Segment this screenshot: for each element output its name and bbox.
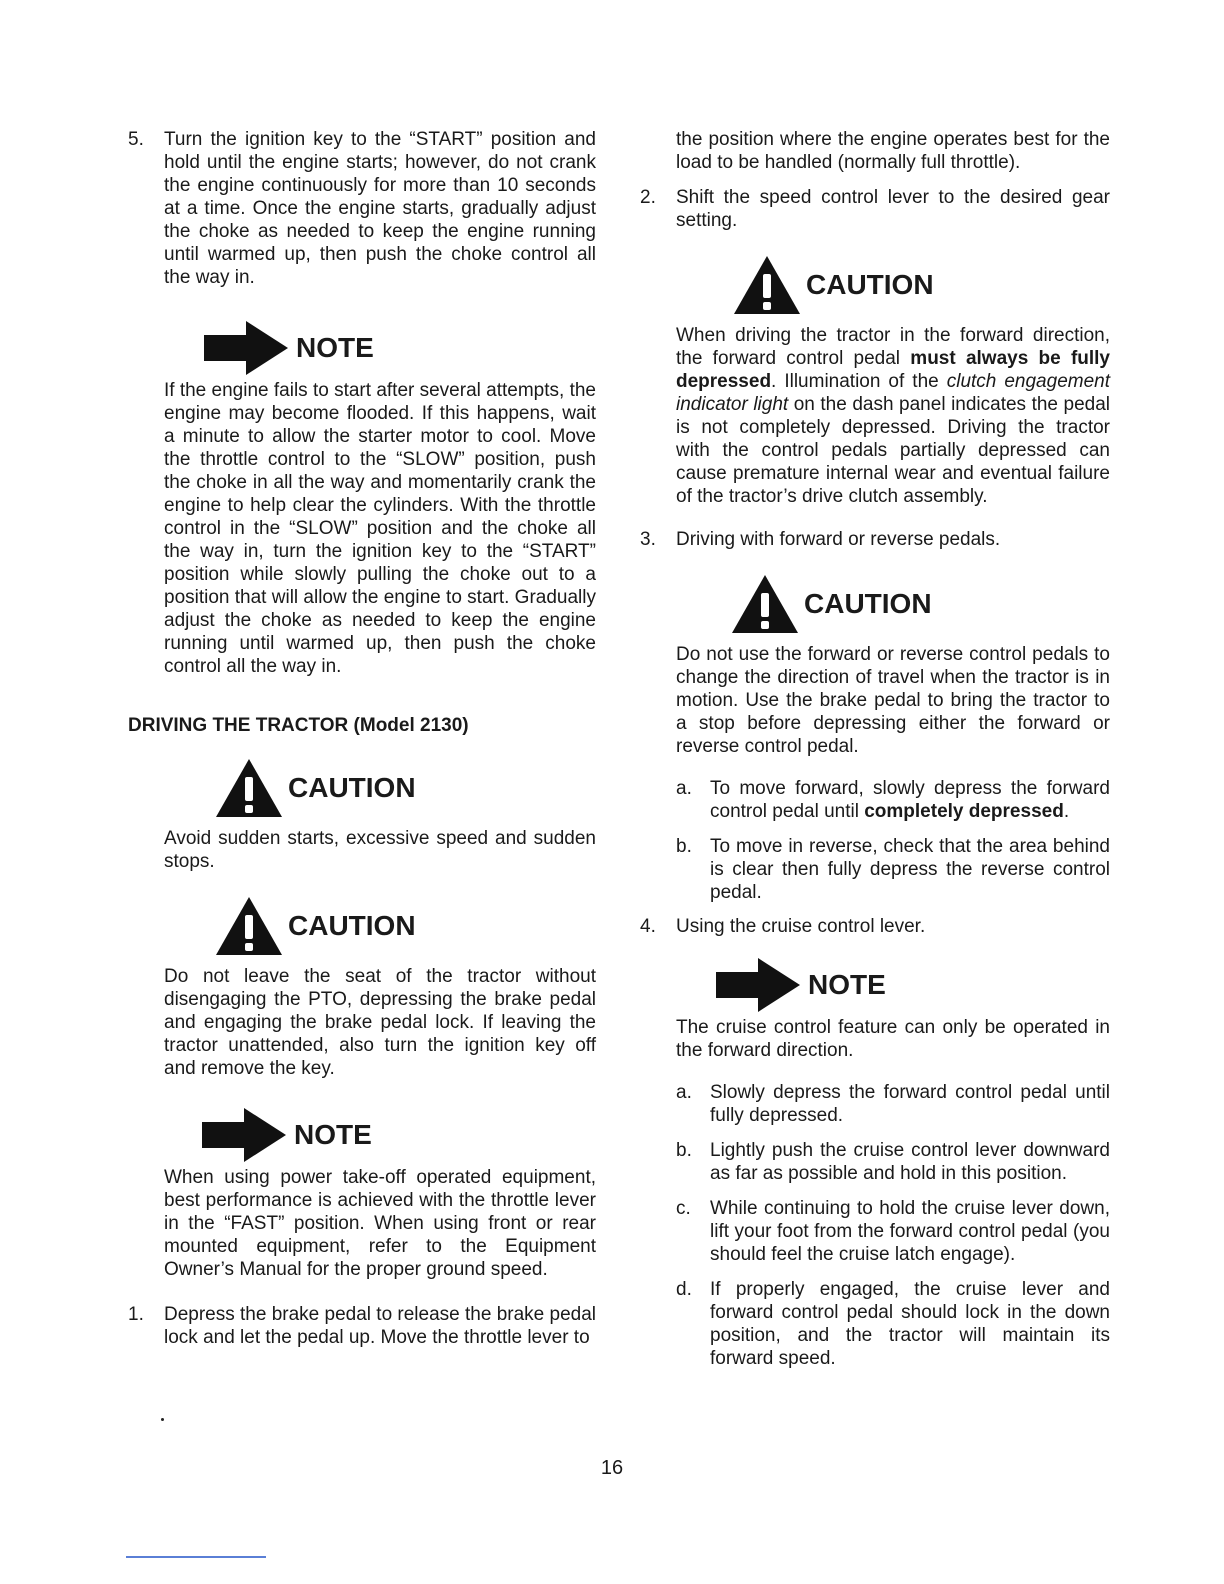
note-text: The cruise control feature can only be operated in the forward direction. — [676, 1017, 1110, 1061]
step-text: Lightly push the cruise control lever downward as far as possible and hold in this position. — [710, 1140, 1110, 1184]
caution-callout — [640, 254, 1110, 316]
caution-triangle-icon — [732, 254, 802, 316]
caution-text: Avoid sudden starts, excessive speed and sudden stops. — [164, 828, 596, 872]
step-text: Using the cruise control lever. — [676, 916, 926, 937]
step-3 — [640, 528, 1110, 551]
footer-rule — [126, 1556, 266, 1558]
caution-label: CAUTION — [288, 910, 416, 941]
step-4b — [640, 1139, 1110, 1185]
step-number: 2. — [640, 187, 656, 208]
caution-triangle-icon — [214, 895, 284, 957]
step-number: 4. — [640, 916, 656, 937]
step-text: While continuing to hold the cruise lever down, lift your foot from the forward control pedal (you should feel the cruise latch engage). — [710, 1198, 1110, 1265]
note-callout — [128, 1106, 596, 1164]
step-text: Turn the ignition key to the “START” position and hold until the engine starts; however, do not crank the engine continuously for more than 10 seconds at a time. Once the engine starts, gradually adjust the choke as needed to keep the engine running until warmed up, then push the choke control all the way in. — [164, 129, 596, 288]
caution-label: CAUTION — [804, 588, 932, 619]
note-arrow-icon — [202, 319, 290, 377]
caution-callout — [640, 573, 1110, 635]
left-column — [128, 128, 596, 1349]
caution-text: When driving the tractor in the forward direction, the forward control pedal must always be fully depressed. Illumination of the clutch engagement indicator light on the dash panel indicates the pedal is not completely depressed. Driving the tractor with the control pedals partially depressed can cause premature internal wear and eventual failure of the tractor’s drive clutch assembly. — [676, 325, 1111, 507]
step-text: Depress the brake pedal to release the brake pedal lock and let the pedal up. Move the throttle lever to — [164, 1304, 596, 1348]
step-1-continued: the position where the engine operates best for the load to be handled (normally full throttle). — [676, 129, 1110, 173]
step-3a: a. To move forward, slowly depress the forward control pedal until completely depressed. — [676, 778, 1110, 822]
caution-callout — [128, 757, 596, 819]
note-text: If the engine fails to start after several attempts, the engine may become flooded. If this happens, wait a minute to allow the starter motor to cool. Move the throttle control to the “SLOW” position, push the choke in all the way and momentarily crank the engine to help clear the cylinders. With the throttle control in the “SLOW” position and the choke all the way in, turn the ignition key to the “START” position while slowly pulling the choke out to a position that will allow the engine to start. Gradually adjust the choke as needed to keep the engine running until warmed up, then push the choke control all the way in. — [164, 380, 596, 677]
scan-artifact-dot — [161, 1418, 164, 1421]
note-label: NOTE — [808, 969, 886, 1000]
step-2 — [640, 186, 1110, 232]
caution-text: Do not leave the seat of the tractor without disengaging the PTO, depressing the brake pedal and engaging the brake pedal lock. If leaving the tractor unattended, also turn the ignition key off and remove the key. — [164, 966, 596, 1079]
step-letter: b. — [676, 1140, 692, 1161]
step-letter: a. — [676, 1082, 692, 1103]
page-number: 16 — [600, 1457, 624, 1479]
step-text: Shift the speed control lever to the desired gear setting. — [676, 187, 1110, 231]
step-text: If properly engaged, the cruise lever and forward control pedal should lock in the down position, and the tractor will maintain its forward speed. — [710, 1279, 1110, 1369]
step-4a — [640, 1081, 1110, 1127]
step-text: Slowly depress the forward control pedal until fully depressed. — [710, 1082, 1110, 1126]
step-letter: d. — [676, 1279, 692, 1300]
step-letter: b. — [676, 836, 692, 857]
caution-text: Do not use the forward or reverse control pedals to change the direction of travel when the tractor is in motion. Use the brake pedal to bring the tractor to a stop before depressing either the forward or reverse control pedal. — [676, 644, 1110, 757]
step-text: Driving with forward or reverse pedals. — [676, 529, 1001, 550]
section-heading: DRIVING THE TRACTOR (Model 2130) — [128, 715, 469, 736]
step-number: 1. — [128, 1304, 144, 1325]
step-5 — [128, 128, 596, 289]
step-letter: a. — [676, 778, 692, 799]
step-text: To move in reverse, check that the area behind is clear then fully depress the reverse control pedal. — [710, 836, 1110, 903]
note-arrow-icon — [714, 956, 802, 1014]
note-label: NOTE — [296, 332, 374, 363]
step-4d — [640, 1278, 1110, 1370]
caution-callout — [128, 895, 596, 957]
note-text: When using power take-off operated equipment, best performance is achieved with the throttle lever in the “FAST” position. When using front or rear mounted equipment, refer to the Equipment Owner’s Manual for the proper ground speed. — [164, 1167, 596, 1280]
caution-label: CAUTION — [806, 269, 934, 300]
step-number: 3. — [640, 529, 656, 550]
note-callout — [640, 956, 1110, 1014]
step-1 — [128, 1303, 596, 1349]
note-callout — [128, 319, 596, 377]
caution-triangle-icon — [730, 573, 800, 635]
step-3b — [640, 835, 1110, 904]
note-arrow-icon — [200, 1106, 288, 1164]
step-number: 5. — [128, 129, 144, 150]
right-column — [640, 128, 1110, 1370]
note-label: NOTE — [294, 1119, 372, 1150]
step-4c — [640, 1197, 1110, 1266]
caution-label: CAUTION — [288, 772, 416, 803]
step-4 — [640, 915, 1110, 938]
caution-triangle-icon — [214, 757, 284, 819]
step-letter: c. — [676, 1198, 691, 1219]
